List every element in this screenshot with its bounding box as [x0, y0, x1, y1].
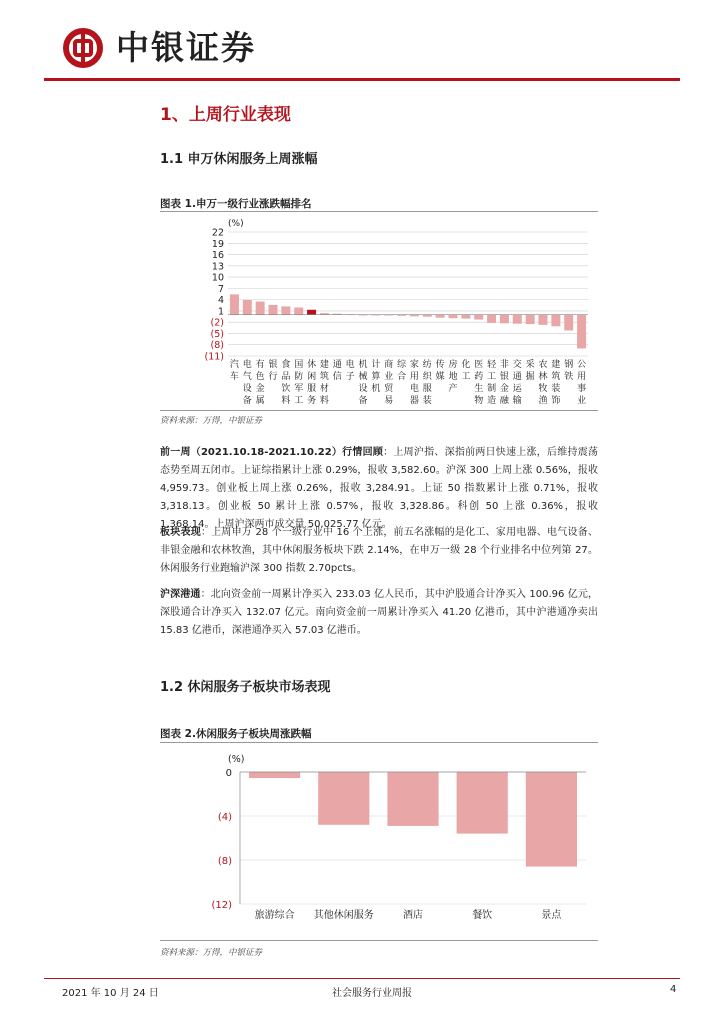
chart1-y-tick: 13: [211, 261, 224, 273]
figure-1-bottom-rule: [160, 410, 598, 411]
chart1-x-label: 化工: [461, 360, 471, 382]
chart1-bar: [307, 310, 316, 315]
chart2-x-label: 旅游综合: [254, 910, 295, 921]
market-review-body: ：上周沪指、深指前两日快速上涨，后维持震荡态势至周五闭市。上证综指累计上涨 0.29%，报收 3,582.60。沪深 300 上周上涨 0.56%，报收 4,959.73。创业板上周上涨 0.26%，报收 3,284.91。上证 50 指数累计上涨 0.71%，报收 3,318.13。创业板 50 累计上涨 0.57%，报收 3,328.86。科创 50 上涨 0.36%，报收 1,368.14。上周沪深两市成交量 50,025.77 亿元。: [160, 447, 598, 530]
chart2-x-label: 其他休闲服务: [313, 910, 374, 921]
chart1-bar: [551, 315, 560, 327]
chart1-x-label: 计算机: [371, 360, 381, 394]
figure-2-bottom-rule: [160, 940, 598, 941]
chart1-bar: [243, 300, 252, 315]
subsection-title-1: 1.1 申万休闲服务上周涨幅: [160, 152, 318, 167]
sector-performance-lead: 板块表现: [160, 527, 201, 538]
chart2-x-label: 景点: [541, 910, 562, 921]
chart1-x-label: 机械设备: [358, 360, 368, 406]
chart2-y-tick: (4): [217, 812, 232, 823]
chart1-y-tick: 7: [217, 283, 224, 295]
section-title: 1、上周行业表现: [160, 105, 291, 125]
chart1-x-label: 休闲服务: [307, 360, 317, 406]
chart1-bar: [423, 315, 432, 317]
chart1-y-tick: (2): [210, 317, 224, 329]
chart1-bar: [461, 315, 470, 319]
chart1-x-label: 建筑材料: [319, 360, 329, 406]
chart1-y-unit: (%): [228, 219, 244, 229]
chart1-bar: [539, 315, 548, 325]
chart1-x-label: 有色金属: [255, 360, 265, 406]
sector-performance-paragraph: [160, 524, 598, 578]
chart1-x-label: 非银金融: [499, 360, 509, 406]
chart1-bar: [256, 302, 265, 315]
chart1-bar: [436, 315, 445, 318]
market-review-lead: 前一周（2021.10.18-2021.10.22）行情回顾: [160, 447, 384, 458]
chart1-bar: [564, 315, 573, 331]
chart1-x-label: 银行: [268, 360, 278, 382]
chart1-y-tick: (8): [210, 340, 224, 352]
chart1-x-label: 家用电器: [409, 360, 419, 406]
market-review-paragraph: [160, 444, 598, 534]
figure-2-title: 图表 2.休闲服务子板块周涨跌幅: [160, 728, 312, 740]
chart1-y-tick: (11): [204, 351, 224, 363]
chart1-bar: [230, 294, 239, 314]
chart1-x-label: 国防军工: [294, 360, 304, 406]
chart1-x-label: 公用事业: [577, 360, 587, 406]
chart1-bar: [487, 315, 496, 323]
report-name: 社会服务行业周报: [332, 988, 412, 999]
chart1-bar: [294, 308, 303, 315]
connect-flow-paragraph: [160, 586, 598, 640]
industry-ranking-chart: [160, 214, 600, 410]
subsection-title-2: 1.2 休闲服务子板块市场表现: [160, 680, 331, 695]
chart2-bar: [318, 772, 369, 825]
chart1-bar: [526, 315, 535, 324]
connect-flow-body: ：北向资金前一周累计净买入 233.03 亿人民币，其中沪股通合计净买入 100.96 亿元，深股通合计净买入 132.07 亿元。南向资金前一周累计净买入 41.20 亿港币，其中沪港通净卖出 15.83 亿港币，深港通净买入 57.03 亿港币。: [160, 589, 598, 636]
chart1-bar: [474, 315, 483, 320]
chart2-x-label: 餐饮: [472, 910, 493, 921]
chart2-x-label: 酒店: [403, 910, 423, 921]
chart1-y-tick: 16: [211, 250, 224, 262]
chart2-bar: [387, 772, 438, 826]
sector-performance-body: ：上周申万 28 个一级行业中 16 个上涨，前五名涨幅的是化工、家用电器、电气设备、非银金融和农林牧渔，其中休闲服务板块下跌 2.14%，在申万一级 28 个行业排名中位列第 27。休闲服务行业跑输沪深 300 指数 2.70pcts。: [160, 527, 598, 574]
chart2-y-unit: (%): [228, 754, 245, 765]
chart1-x-label: 综合: [397, 360, 407, 382]
brand-name: 中银证券: [116, 28, 256, 67]
chart1-x-label: 电气设备: [242, 360, 252, 406]
chart1-x-label: 电子: [345, 360, 355, 382]
figure-2-source: 资料来源：万得，中银证券: [160, 948, 263, 958]
chart1-x-label: 建筑装饰: [551, 360, 561, 406]
chart1-bar: [281, 306, 290, 314]
chart1-x-label: 农林牧渔: [538, 360, 548, 406]
chart1-x-label: 医药生物: [474, 360, 484, 406]
chart2-bar: [526, 772, 577, 867]
chart2-y-tick: (12): [211, 900, 232, 911]
chart1-y-tick: 19: [211, 238, 224, 250]
chart1-bar: [269, 305, 278, 315]
chart1-y-tick: 1: [217, 306, 224, 318]
chart1-y-tick: (5): [210, 328, 224, 340]
page-number: 4: [670, 984, 677, 995]
subsector-change-chart: [160, 744, 600, 936]
chart2-bar: [249, 772, 300, 778]
chart1-y-tick: 22: [211, 227, 224, 239]
figure-1-title: 图表 1.申万一级行业涨跌幅排名: [160, 198, 312, 210]
chart1-x-label: 房地产: [448, 360, 458, 394]
chart1-x-label: 钢铁: [564, 360, 574, 382]
footer-rule: [44, 978, 680, 979]
chart1-x-label: 汽车: [229, 360, 239, 382]
chart1-x-label: 商业贸易: [384, 360, 394, 406]
chart2-y-tick: 0: [225, 768, 232, 779]
chart1-bar: [513, 315, 522, 324]
header-rule: [44, 78, 680, 81]
chart2-bar: [457, 772, 508, 834]
chart1-y-tick: 4: [217, 295, 224, 307]
figure-2-top-rule: [160, 742, 598, 743]
chart1-x-label: 食品饮料: [281, 360, 291, 406]
chart2-y-tick: (8): [217, 856, 232, 867]
figure-1-source: 资料来源：万得，中银证券: [160, 416, 263, 426]
bank-of-china-logo-icon: [62, 27, 104, 69]
chart1-x-label: 纺织服装: [422, 360, 432, 406]
chart1-x-label: 传媒: [435, 360, 445, 382]
chart1-x-label: 通信: [332, 360, 342, 382]
chart1-x-label: 轻工制造: [487, 360, 497, 406]
report-date: 2021 年 10 月 24 日: [62, 988, 159, 999]
figure-1-top-rule: [160, 211, 598, 212]
chart1-x-label: 采掘: [525, 360, 535, 382]
chart1-x-label: 交通运输: [512, 360, 522, 406]
chart1-bar: [449, 315, 458, 319]
chart1-bar: [500, 315, 509, 324]
chart1-bar: [577, 315, 586, 349]
chart1-y-tick: 10: [211, 272, 224, 284]
connect-flow-lead: 沪深港通: [160, 589, 201, 600]
